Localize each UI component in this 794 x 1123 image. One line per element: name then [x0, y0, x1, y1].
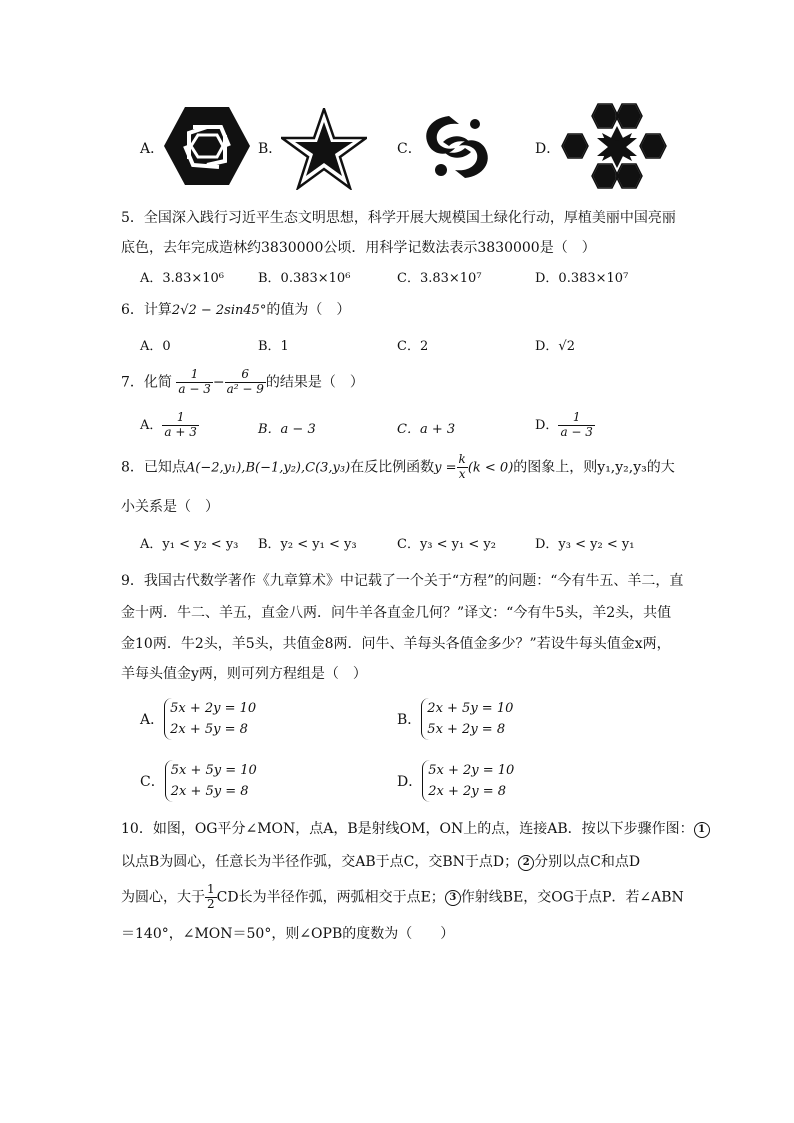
q9-line2: 金十两．牛二、羊五，直金八两．问牛羊各直金几何？”译文：“今有牛5头，羊2头，共值	[121, 605, 672, 621]
q8-function-numerator: k	[458, 452, 466, 466]
q8-mid: 在反比例函数	[350, 459, 435, 476]
hexagon-star-figure	[560, 102, 668, 192]
q4-label-d: D．	[535, 141, 561, 157]
q10-line3-text-c: 作射线BE，交OG于点P．若∠ABN	[460, 889, 684, 906]
q9-option-d-system	[422, 760, 514, 802]
q8-function-denominator: x	[458, 466, 466, 481]
q9-option-a	[140, 698, 256, 740]
q7-option-d-label: D．	[535, 417, 559, 433]
q10-line2	[121, 855, 640, 871]
q6-option-c: C．2	[397, 339, 429, 354]
star-figure	[281, 108, 367, 190]
q5-line2: 底色，去年完成造林约3830000公顷．用科学记数法表示3830000是（ ）	[121, 240, 596, 256]
q7-option-a-fraction	[162, 411, 198, 440]
q9-option-d-eq1: 5x + 2y = 10	[428, 763, 515, 778]
q9-line3: 金10两．牛2头，羊5头，共值金8两．问牛、羊每头各值金多少？”若设牛每头值金x两，	[121, 636, 671, 652]
q8-suffix: 的图象上，则y₁,y₂,y₃的大	[513, 459, 675, 476]
q9-option-d-label: D．	[397, 774, 423, 790]
q8-function-lhs: y =	[434, 460, 457, 476]
q8-option-d: D．y₃ < y₂ < y₁	[535, 537, 635, 552]
q7-frac2-numerator: 6	[225, 368, 266, 383]
q8-line2: 小关系是（ ）	[121, 499, 219, 515]
q4-label-a: A．	[140, 141, 165, 157]
q7-option-d	[535, 411, 595, 440]
q7-frac2-denominator: a² − 9	[226, 381, 264, 396]
q7-option-b	[258, 423, 316, 436]
q9-option-b-system	[421, 698, 513, 740]
q8-function-fraction	[457, 453, 468, 482]
q7-suffix: 的结果是（ ）	[265, 374, 364, 391]
q10-line4: ＝140°，∠MON＝50°，则∠OPB的度数为（ ）	[121, 926, 455, 942]
q6-option-a: A．0	[140, 339, 171, 354]
q7-option-a-denominator: a + 3	[164, 424, 197, 439]
step-1-marker: 1	[694, 822, 710, 838]
q9-option-c-system	[165, 760, 257, 802]
q7-option-a-numerator: 1	[162, 411, 198, 426]
q10-line2-text-a: 以点B为圆心，任意长为半径作弧，交AB于点C，交BN于点D；	[121, 854, 519, 870]
q7-option-a	[140, 411, 199, 440]
q7-stem	[121, 368, 364, 397]
q9-option-b-eq2: 5x + 2y = 8	[427, 722, 506, 737]
q10-half-fraction	[205, 883, 217, 912]
q9-option-a-system	[164, 698, 256, 740]
q7-fraction-2	[225, 368, 266, 397]
q9-option-c	[140, 760, 257, 802]
q5-option-b: B．0.383×10⁶	[258, 271, 351, 286]
q7-option-b-text: B．a − 3	[258, 422, 316, 437]
q9-option-d-eq2: 2x + 2y = 8	[428, 784, 507, 799]
q9-line4: 羊每头值金y两，则可列方程组是（ ）	[121, 666, 367, 682]
q5-option-d: D．0.383×10⁷	[535, 271, 629, 286]
q7-option-a-label: A．	[140, 417, 163, 433]
q5-line1: 5．全国深入践行习近平生态文明思想，科学开展大规模国土绿化行动，厚植美丽中国亮丽	[121, 210, 676, 226]
q8-option-a: A．y₁ < y₂ < y₃	[140, 537, 239, 552]
q7-option-d-numerator: 1	[558, 411, 594, 426]
q8-stem	[121, 453, 675, 482]
q7-option-d-fraction	[558, 411, 594, 440]
q6-option-b: B．1	[258, 339, 289, 354]
q8-prefix: 8．已知点	[121, 459, 186, 476]
q10-line3-text-a: 为圆心，大于	[121, 889, 205, 906]
q9-option-b-eq1: 2x + 5y = 10	[427, 701, 514, 716]
q9-option-c-eq1: 5x + 5y = 10	[170, 763, 257, 778]
q5-option-a: A．3.83×10⁶	[140, 271, 224, 286]
q10-line1	[121, 822, 710, 838]
q7-option-c	[397, 423, 455, 436]
q9-option-b-label: B．	[397, 712, 422, 728]
q10-half-denominator: 2	[207, 896, 215, 911]
q7-minus: −	[212, 374, 225, 391]
q10-half-numerator: 1	[207, 882, 215, 896]
step-3-marker: 3	[445, 890, 461, 906]
q7-fraction-1	[176, 368, 212, 397]
q7-prefix: 7．化简	[121, 374, 172, 391]
q4-label-b: B．	[258, 141, 283, 157]
q6-prefix: 6．计算	[121, 302, 172, 318]
q10-line1-text: 10．如图，OG平分∠MON，点A，B是射线OM，ON上的点，连接AB．按以下步骤作图：	[121, 821, 694, 837]
q9-option-a-eq2: 2x + 5y = 8	[170, 722, 248, 737]
hexagon-swirl-figure	[163, 105, 251, 187]
step-2-marker: 2	[518, 855, 534, 871]
q9-option-c-label: C．	[140, 774, 165, 790]
q8-option-c: C．y₃ < y₁ < y₂	[397, 537, 496, 552]
swirl-figure	[419, 112, 495, 182]
q9-option-a-eq1: 5x + 2y = 10	[170, 701, 257, 716]
q7-option-c-text: C．a + 3	[397, 422, 456, 437]
q6-option-d: D．√2	[535, 339, 575, 354]
q6-expression: 2√2 − 2sin45°	[171, 303, 267, 318]
q10-line3-text-b: CD长为半径作弧，两弧相交于点E；	[216, 889, 445, 906]
q9-line1: 9．我国古代数学著作《九章算术》中记载了一个关于“方程”的问题：“今有牛五、羊二，直	[121, 573, 684, 589]
q10-line2-text-b: 分别以点C和点D	[534, 854, 641, 870]
q6-stem	[121, 303, 350, 317]
q5-option-c: C．3.83×10⁷	[397, 271, 482, 286]
q9-option-d	[397, 760, 514, 802]
q9-option-c-eq2: 2x + 5y = 8	[170, 784, 249, 799]
q9-option-b	[397, 698, 513, 740]
q10-line3	[121, 883, 684, 912]
q8-option-b: B．y₂ < y₁ < y₃	[258, 537, 357, 552]
q6-suffix: 的值为（ ）	[266, 302, 351, 318]
q9-option-a-label: A．	[140, 712, 165, 728]
q8-points: A(−2,y₁),B(−1,y₂),C(3,y₃)	[185, 460, 351, 476]
q7-frac1-numerator: 1	[176, 368, 212, 383]
q8-function-condition: (k < 0)	[467, 460, 514, 476]
q7-frac1-denominator: a − 3	[178, 381, 211, 396]
q4-label-c: C．	[397, 141, 422, 157]
q7-option-d-denominator: a − 3	[560, 424, 593, 439]
